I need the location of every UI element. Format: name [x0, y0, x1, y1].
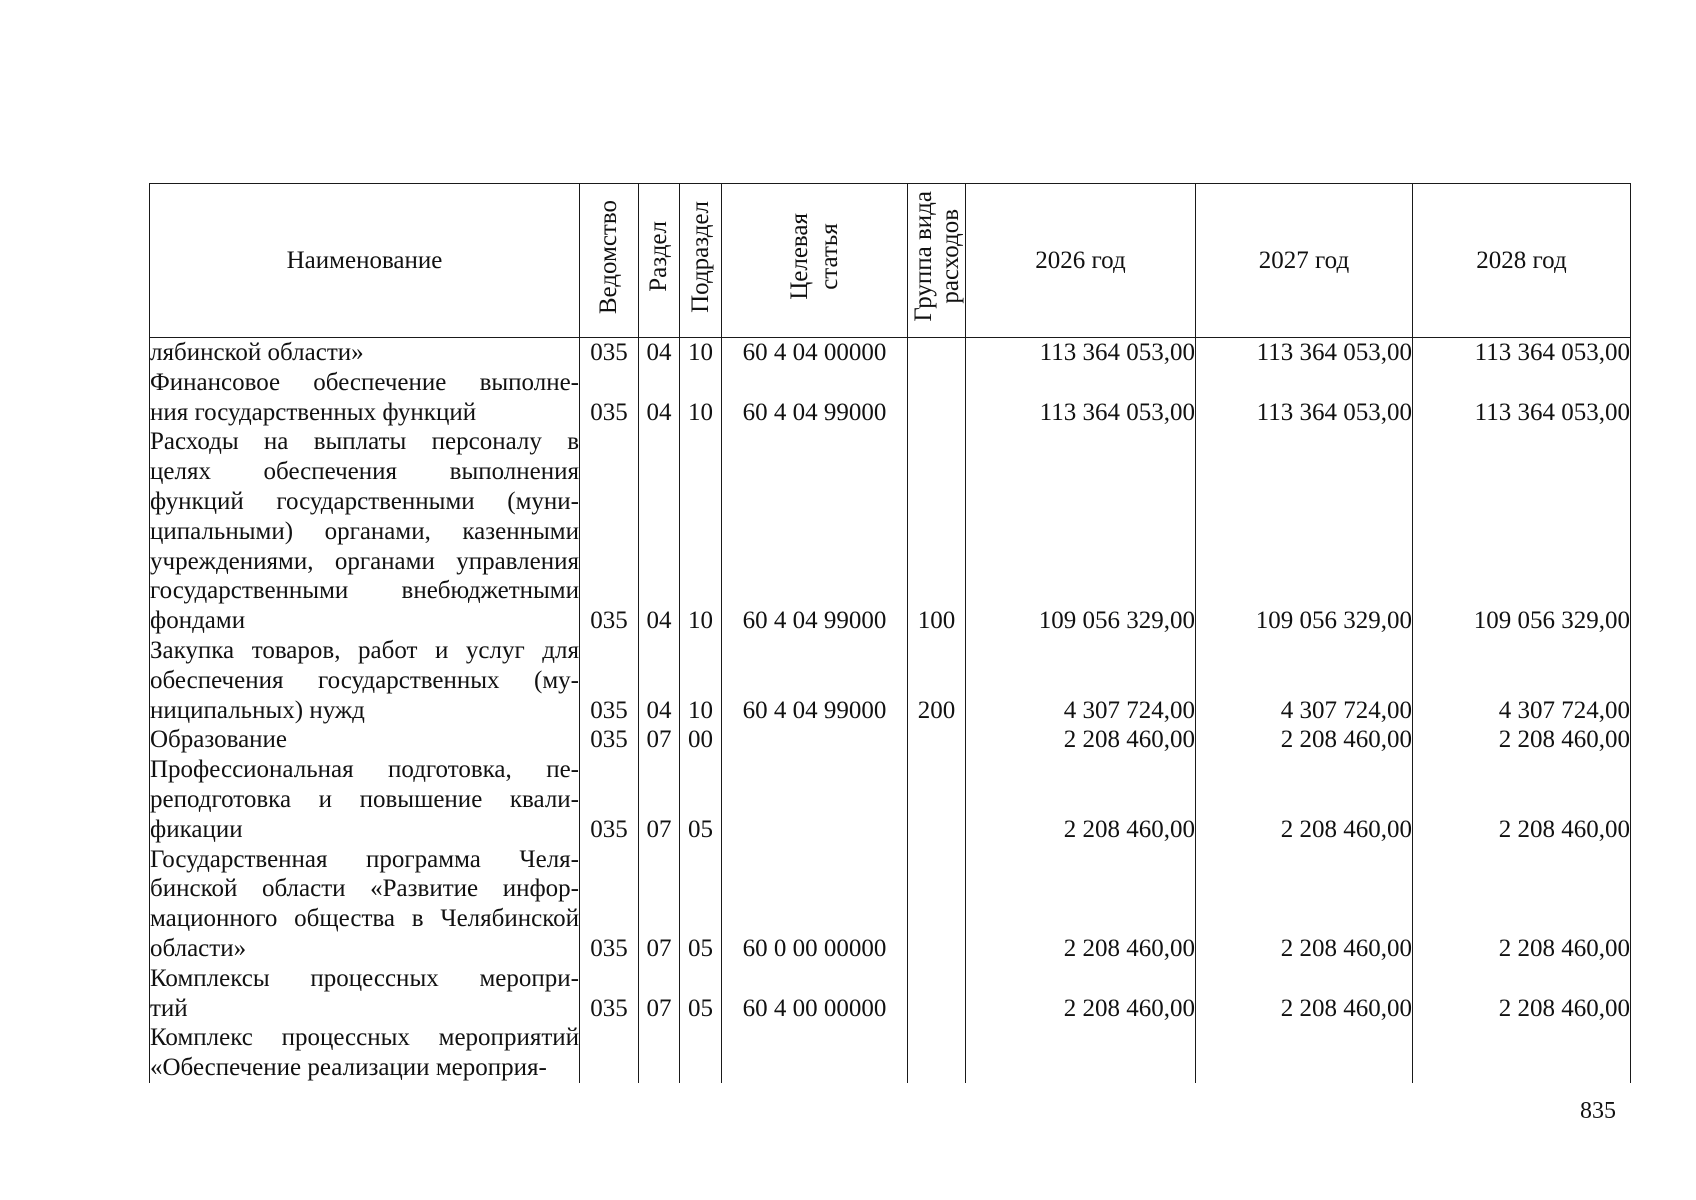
cell-naimenovanie [150, 338, 580, 368]
cell-vedomstvo: 035 [580, 964, 639, 1024]
cell-amount-2027: 2 208 460,00 [1196, 964, 1413, 1024]
cell-naimenovanie [150, 368, 580, 428]
cell-gruppa-vida [908, 964, 966, 1024]
budget-table [149, 183, 1631, 1083]
cell-naimenovanie [150, 964, 580, 1024]
header-2027: 2027 год [1196, 184, 1413, 338]
cell-amount-2026: 113 364 053,00 [966, 368, 1196, 428]
cell-vedomstvo: 035 [580, 427, 639, 636]
cell-vedomstvo: 035 [580, 845, 639, 964]
cell-vedomstvo: 035 [580, 755, 639, 844]
header-row [150, 184, 1631, 338]
cell-razdel: 07 [639, 725, 680, 755]
name-line: ния государственных функций [150, 398, 477, 426]
cell-gruppa-vida [908, 1023, 966, 1083]
name-line: Комплексы процессных меропри- [150, 964, 579, 992]
cell-razdel: 04 [639, 427, 680, 636]
table-row [150, 338, 1631, 368]
cell-amount-2027: 2 208 460,00 [1196, 725, 1413, 755]
cell-vedomstvo: 035 [580, 636, 639, 725]
cell-celevaya-statya [722, 755, 908, 844]
table-row [150, 845, 1631, 964]
cell-gruppa-vida [908, 368, 966, 428]
cell-podrazdel: 05 [680, 845, 722, 964]
cell-amount-2026 [966, 1023, 1196, 1083]
cell-naimenovanie [150, 636, 580, 725]
name-line: функций государственными (муни- [150, 487, 579, 515]
header-2028: 2028 год [1413, 184, 1631, 338]
header-2026: 2026 год [966, 184, 1196, 338]
cell-amount-2026: 109 056 329,00 [966, 427, 1196, 636]
table-row [150, 427, 1631, 636]
cell-gruppa-vida [908, 725, 966, 755]
cell-vedomstvo [580, 1023, 639, 1083]
name-line: Профессиональная подготовка, пе- [150, 756, 579, 784]
cell-amount-2026: 113 364 053,00 [966, 338, 1196, 368]
cell-amount-2028: 2 208 460,00 [1413, 964, 1631, 1024]
cell-amount-2027 [1196, 1023, 1413, 1083]
name-line: «Обеспечение реализации мероприя- [150, 1054, 547, 1082]
cell-celevaya-statya: 60 4 04 00000 [722, 338, 908, 368]
cell-podrazdel [680, 1023, 722, 1083]
name-line: Комплекс процессных мероприятий [150, 1024, 579, 1052]
table-row [150, 725, 1631, 755]
page-number: 835 [1580, 1098, 1616, 1124]
table-row [150, 1023, 1631, 1083]
cell-amount-2026: 2 208 460,00 [966, 755, 1196, 844]
table-row [150, 755, 1631, 844]
cell-gruppa-vida [908, 845, 966, 964]
name-line: целях обеспечения выполнения [150, 458, 579, 486]
name-line: ципальными) органами, казенными [150, 517, 579, 545]
name-line: мационного общества в Челябинской [150, 905, 579, 933]
cell-celevaya-statya: 60 4 04 99000 [722, 427, 908, 636]
cell-podrazdel: 00 [680, 725, 722, 755]
name-line: ниципальных) нужд [150, 696, 365, 724]
header-gruppa: Группа вида расходов [908, 184, 966, 338]
cell-gruppa-vida [908, 338, 966, 368]
cell-amount-2027: 2 208 460,00 [1196, 845, 1413, 964]
name-line: фондами [150, 607, 246, 635]
name-line: государственными внебюджетными [150, 577, 579, 605]
name-line: реподготовка и повышение квали- [150, 785, 579, 813]
cell-razdel: 07 [639, 845, 680, 964]
cell-amount-2028: 4 307 724,00 [1413, 636, 1631, 725]
name-line: Финансовое обеспечение выполне- [150, 368, 579, 396]
header-razdel: Раздел [639, 184, 680, 338]
header-name: Наименование [150, 184, 580, 338]
cell-amount-2027: 109 056 329,00 [1196, 427, 1413, 636]
cell-razdel: 07 [639, 755, 680, 844]
name-line: области» [150, 934, 247, 962]
cell-podrazdel: 10 [680, 338, 722, 368]
cell-razdel [639, 1023, 680, 1083]
table-row [150, 636, 1631, 725]
cell-naimenovanie [150, 427, 580, 636]
cell-naimenovanie [150, 725, 580, 755]
cell-podrazdel: 10 [680, 636, 722, 725]
header-ved: Ведомство [580, 184, 639, 338]
cell-naimenovanie [150, 755, 580, 844]
cell-podrazdel: 10 [680, 368, 722, 428]
cell-podrazdel: 05 [680, 755, 722, 844]
cell-podrazdel: 05 [680, 964, 722, 1024]
name-line: Расходы на выплаты персоналу в [150, 428, 579, 456]
cell-amount-2027: 2 208 460,00 [1196, 755, 1413, 844]
cell-celevaya-statya: 60 4 04 99000 [722, 368, 908, 428]
name-line: Образование [150, 726, 288, 754]
table-body [150, 338, 1631, 1083]
cell-amount-2028: 2 208 460,00 [1413, 755, 1631, 844]
cell-amount-2028: 2 208 460,00 [1413, 845, 1631, 964]
cell-celevaya-statya: 60 4 04 99000 [722, 636, 908, 725]
cell-amount-2028: 113 364 053,00 [1413, 368, 1631, 428]
header-podrazdel: Подраздел [680, 184, 722, 338]
name-line: обеспечения государственных (му- [150, 666, 579, 694]
cell-razdel: 04 [639, 338, 680, 368]
cell-amount-2028: 113 364 053,00 [1413, 338, 1631, 368]
cell-vedomstvo: 035 [580, 725, 639, 755]
name-line: Закупка товаров, работ и услуг для [150, 636, 579, 664]
cell-amount-2026: 2 208 460,00 [966, 845, 1196, 964]
cell-amount-2028 [1413, 1023, 1631, 1083]
cell-celevaya-statya: 60 4 00 00000 [722, 964, 908, 1024]
cell-gruppa-vida [908, 755, 966, 844]
table-row [150, 368, 1631, 428]
table-row [150, 964, 1631, 1024]
name-line: фикации [150, 815, 243, 843]
name-line: учреждениями, органами управления [150, 547, 579, 575]
name-line: бинской области «Развитие инфор- [150, 875, 579, 903]
cell-amount-2027: 4 307 724,00 [1196, 636, 1413, 725]
name-line: тий [150, 994, 188, 1022]
cell-naimenovanie [150, 845, 580, 964]
cell-amount-2026: 2 208 460,00 [966, 964, 1196, 1024]
cell-vedomstvo: 035 [580, 368, 639, 428]
cell-amount-2026: 2 208 460,00 [966, 725, 1196, 755]
cell-amount-2027: 113 364 053,00 [1196, 368, 1413, 428]
cell-razdel: 07 [639, 964, 680, 1024]
name-line: лябинской области» [150, 339, 364, 366]
cell-celevaya-statya [722, 725, 908, 755]
cell-amount-2028: 2 208 460,00 [1413, 725, 1631, 755]
cell-celevaya-statya: 60 0 00 00000 [722, 845, 908, 964]
header-statya: Целевая статья [722, 184, 908, 338]
cell-amount-2026: 4 307 724,00 [966, 636, 1196, 725]
cell-vedomstvo: 035 [580, 338, 639, 368]
cell-podrazdel: 10 [680, 427, 722, 636]
cell-naimenovanie [150, 1023, 580, 1083]
cell-celevaya-statya [722, 1023, 908, 1083]
cell-razdel: 04 [639, 368, 680, 428]
cell-razdel: 04 [639, 636, 680, 725]
cell-amount-2027: 113 364 053,00 [1196, 338, 1413, 368]
cell-gruppa-vida: 200 [908, 636, 966, 725]
name-line: Государственная программа Челя- [150, 845, 579, 873]
cell-gruppa-vida: 100 [908, 427, 966, 636]
cell-amount-2028: 109 056 329,00 [1413, 427, 1631, 636]
